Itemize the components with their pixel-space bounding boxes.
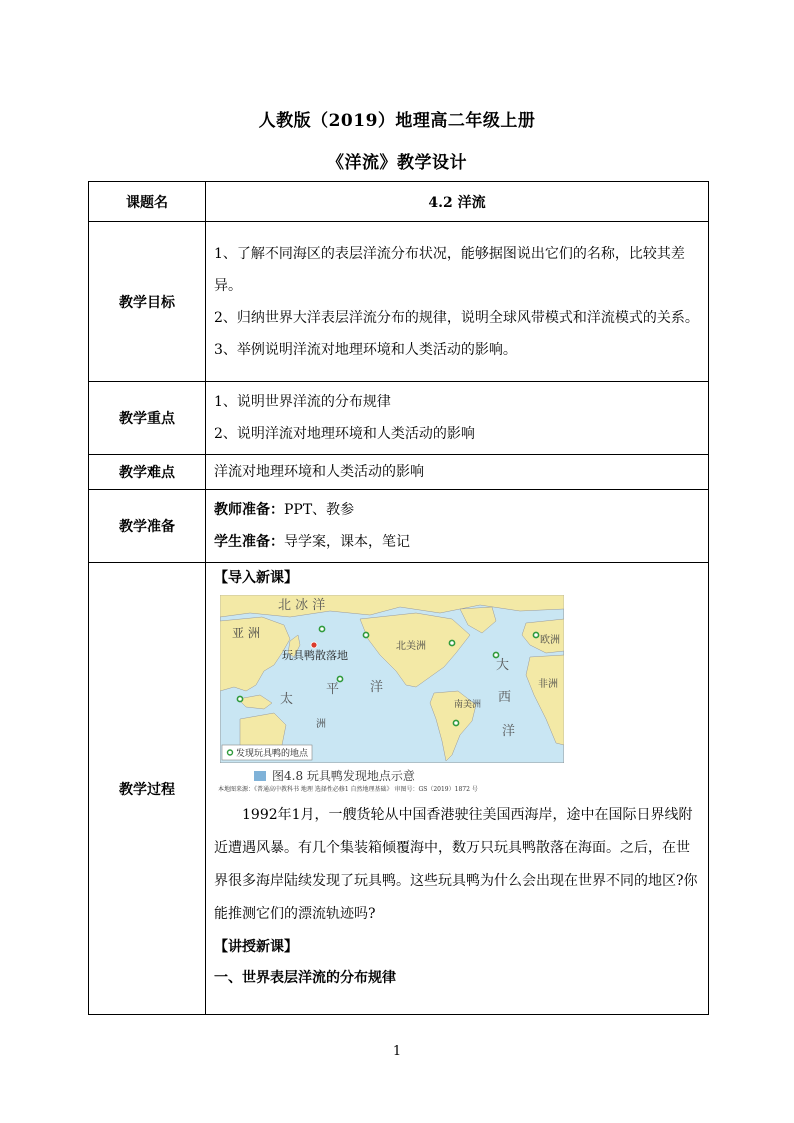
found-marker	[493, 652, 498, 657]
intro-paragraph: 1992年1月，一艘货轮从中国香港驶往美国西海岸，途中在国际日界线附近遭遇风暴。有几个集装箱倾覆海中，数万只玩具鸭散落在海面。之后，在世界很多海岸陆续发现了玩具鸭。这些玩具鸭为什么会出现在世界不同的地区?你能推测它们的漂流轨迹吗?	[214, 807, 698, 922]
goal-item: 2、归纳世界大洋表层洋流分布的规律，说明全球风带模式和洋流模式的关系。	[214, 309, 699, 326]
figure-caption	[254, 767, 700, 785]
teacher-prep-value: PPT、教参	[284, 502, 355, 518]
row-key-points	[89, 382, 709, 455]
preparation-label: 教学准备	[89, 490, 206, 563]
label-pacific-yang: 洋	[370, 680, 384, 695]
label-africa: 非洲	[538, 679, 558, 690]
key-point-item: 2、说明洋流对地理环境和人类活动的影响	[214, 426, 475, 442]
legend-marker-icon	[228, 750, 233, 755]
label-australia: 洲	[316, 719, 326, 730]
caption-square-icon	[254, 771, 266, 781]
label-europe: 欧洲	[540, 635, 560, 646]
row-difficulty	[89, 455, 709, 490]
legend-text: 发现玩具鸭的地点	[236, 749, 309, 759]
found-marker	[319, 626, 324, 631]
preparation-content	[206, 490, 709, 563]
figure-caption-text: 图4.8 玩具鸭发现地点示意	[272, 769, 415, 783]
teacher-prep	[214, 494, 700, 526]
figure-source: 本地图来源：《普通高中教科书 地理 选择性必修1 自然地理基础》 审图号：GS（2019）1872 号	[218, 786, 478, 793]
world-map	[220, 595, 564, 763]
label-atlantic-xi: 西	[498, 690, 512, 705]
found-marker	[453, 720, 458, 725]
found-marker	[237, 696, 242, 701]
goal-item: 3、举例说明洋流对地理环境和人类活动的影响。	[214, 341, 517, 358]
goal-item: 1、了解不同海区的表层洋流分布状况，能够据图说出它们的名称，比较其差异。	[214, 245, 685, 294]
label-north-america: 北美洲	[396, 641, 426, 652]
lesson-plan-table	[88, 181, 709, 1015]
label-south-america: 南美洲	[454, 700, 482, 710]
row-preparation	[89, 490, 709, 563]
document-subtitle: 《洋流》教学设计	[327, 153, 467, 173]
label-drop-site: 玩具鸭散落地	[282, 649, 348, 662]
document-title: 人教版（2019）地理高二年级上册	[258, 111, 536, 131]
row-topic	[89, 182, 709, 222]
found-marker	[337, 676, 342, 681]
topic-value: 4.2 洋流	[206, 182, 709, 222]
goals-label: 教学目标	[89, 222, 206, 382]
teacher-prep-label: 教师准备：	[214, 502, 284, 518]
goals-content	[206, 222, 709, 382]
key-points-label: 教学重点	[89, 382, 206, 455]
page-number: 1	[392, 1044, 402, 1059]
label-arctic-ocean: 北 冰 洋	[278, 598, 326, 613]
row-goals	[89, 222, 709, 382]
label-pacific-ping: 平	[326, 682, 340, 697]
process-content	[206, 563, 709, 1015]
label-asia: 亚 洲	[232, 626, 260, 640]
duck-map-figure	[220, 595, 564, 763]
difficulty-value: 洋流对地理环境和人类活动的影响	[206, 455, 709, 490]
lecture-heading: 【讲授新课】	[214, 939, 298, 955]
intro-heading: 【导入新课】	[214, 570, 298, 586]
row-process	[89, 563, 709, 1015]
found-marker	[449, 640, 454, 645]
difficulty-label: 教学难点	[89, 455, 206, 490]
topic-label: 课题名	[89, 182, 206, 222]
label-pacific-tai: 太	[280, 692, 294, 707]
key-points-content	[206, 382, 709, 455]
student-prep-value: 导学案，课本，笔记	[284, 534, 410, 550]
process-label: 教学过程	[89, 563, 206, 1015]
label-atlantic-da: 大	[496, 658, 510, 673]
student-prep-label: 学生准备：	[214, 534, 284, 550]
drop-site-marker	[311, 642, 317, 648]
section-heading: 一、世界表层洋流的分布规律	[214, 970, 396, 986]
student-prep	[214, 526, 700, 558]
key-point-item: 1、说明世界洋流的分布规律	[214, 394, 391, 410]
found-marker	[363, 632, 368, 637]
label-atlantic-yang: 洋	[502, 724, 516, 739]
found-marker	[533, 632, 538, 637]
